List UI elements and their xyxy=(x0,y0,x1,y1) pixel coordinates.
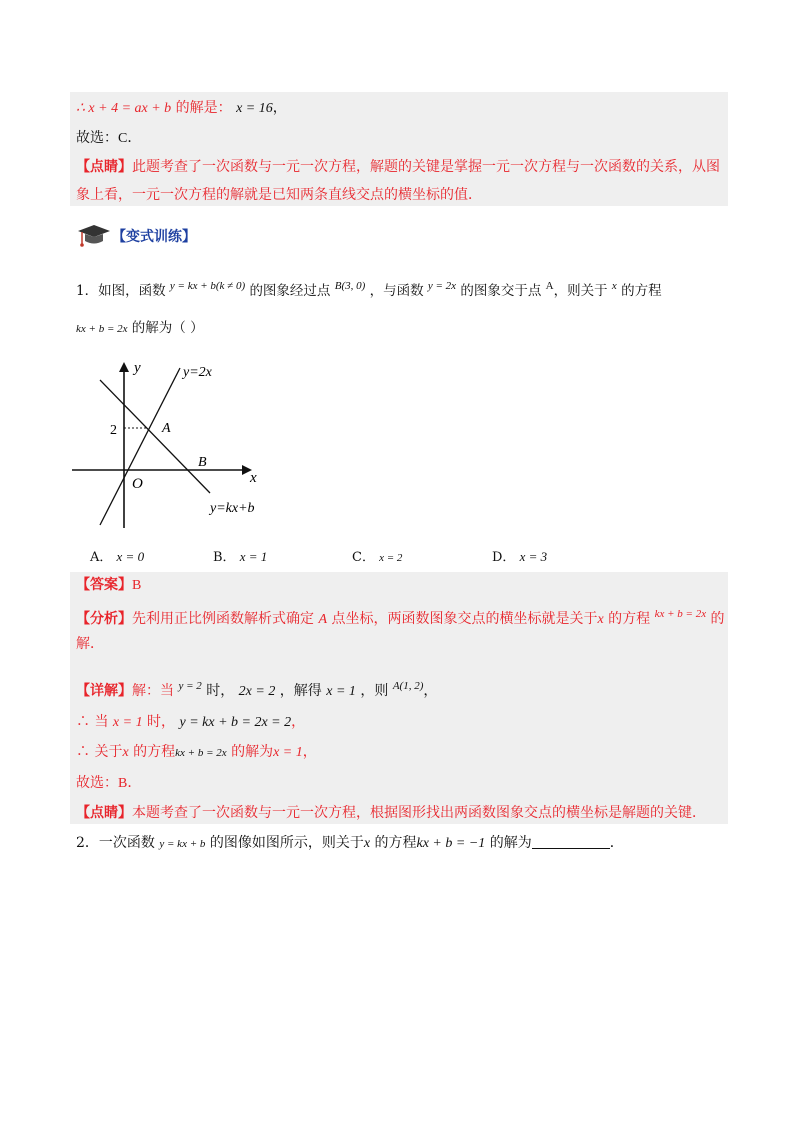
q1-stem-line-2: kx + b = 2x 的解为（ ） xyxy=(76,320,204,336)
label-y: y xyxy=(134,360,141,376)
option-a[interactable]: A． x = 0 xyxy=(90,549,145,565)
choose-line: 故选：C． xyxy=(76,130,142,146)
label-line2: y=kx+b xyxy=(210,501,255,516)
solution-value: x = 16 xyxy=(236,101,273,116)
label-O: O xyxy=(132,476,143,492)
option-d[interactable]: D． x = 3 xyxy=(492,549,548,565)
detail-line-3: ∴ 关于x 的方程kx + b = 2x 的解为x = 1， xyxy=(76,744,317,760)
graduation-cap-icon xyxy=(76,222,112,248)
option-c[interactable]: C． x = 2 xyxy=(352,550,403,565)
label-2: 2 xyxy=(110,423,117,438)
analysis-line-1: 【分析】先利用正比例函数解析式确定 A 点坐标，两函数图象交点的横坐标就是关于x 的方程 $^{kx + b = 2x}$ 的 xyxy=(76,608,725,627)
detail-line-2: ∴ 当 x = 1 时， y = kx + b = 2x = 2， xyxy=(76,714,306,730)
equation: ∴ x + 4 = ax + b xyxy=(76,101,172,116)
label-x: x xyxy=(250,470,257,486)
dianjing-line-2: 象上看，一元一次方程的解就是已知两条直线交点的横坐标的值． xyxy=(76,187,482,203)
point-line: 【点睛】本题考查了一次函数与一元一次方程，根据图形找出两函数图象交点的横坐标是解题的关键． xyxy=(76,805,706,821)
analysis-tag: 【分析】 xyxy=(76,611,132,627)
label-B: B xyxy=(198,455,207,470)
point-tag: 【点睛】 xyxy=(76,805,132,821)
variant-title: 【变式训练】 xyxy=(112,229,196,245)
analysis-line-2: 解． xyxy=(76,636,104,652)
dianjing-line-1: 【点睛】此题考查了一次函数与一元一次方程，解题的关键是掌握一元一次方程与一次函数的关系，从图 xyxy=(76,159,720,175)
y-axis-arrow xyxy=(119,362,129,372)
answer-blank[interactable] xyxy=(532,834,610,849)
option-b[interactable]: B． x = 1 xyxy=(213,549,268,565)
detail-line-4: 故选：B． xyxy=(76,775,142,791)
therefore-line: ∴ x + 4 = ax + b 的解是： x = 16， xyxy=(76,100,287,116)
q1-figure xyxy=(70,350,270,530)
q2-stem: 2．一次函数 y = kx + b 的图像如图所示，则关于x 的方程kx + b = −1 的解为 ． xyxy=(76,835,624,851)
detail-tag: 【详解】 xyxy=(76,683,132,699)
label-line1: y=2x xyxy=(183,365,212,380)
answer-tag: 【答案】 xyxy=(76,577,132,593)
dianjing-tag: 【点睛】 xyxy=(76,159,132,175)
answer-value: B xyxy=(132,578,142,593)
choice-letter: C xyxy=(118,131,128,146)
label-A: A xyxy=(162,421,171,436)
q1-stem-line-1: 1．如图，函数 $^{y = kx + b(k \ne 0)}$ 的图象经过点 $^{B(3, 0)}$ ，与函数 $^{y = 2x}$ 的图象交于点 $^A$，则关于 $^x$ 的方程 xyxy=(76,280,662,299)
answer-line xyxy=(76,575,141,596)
detail-line-1: 【详解】解：当 $^{y = 2}$ 时， 2x = 2 ，解得 x = 1 ，则 $^{A(1, 2)}$， xyxy=(76,680,438,699)
